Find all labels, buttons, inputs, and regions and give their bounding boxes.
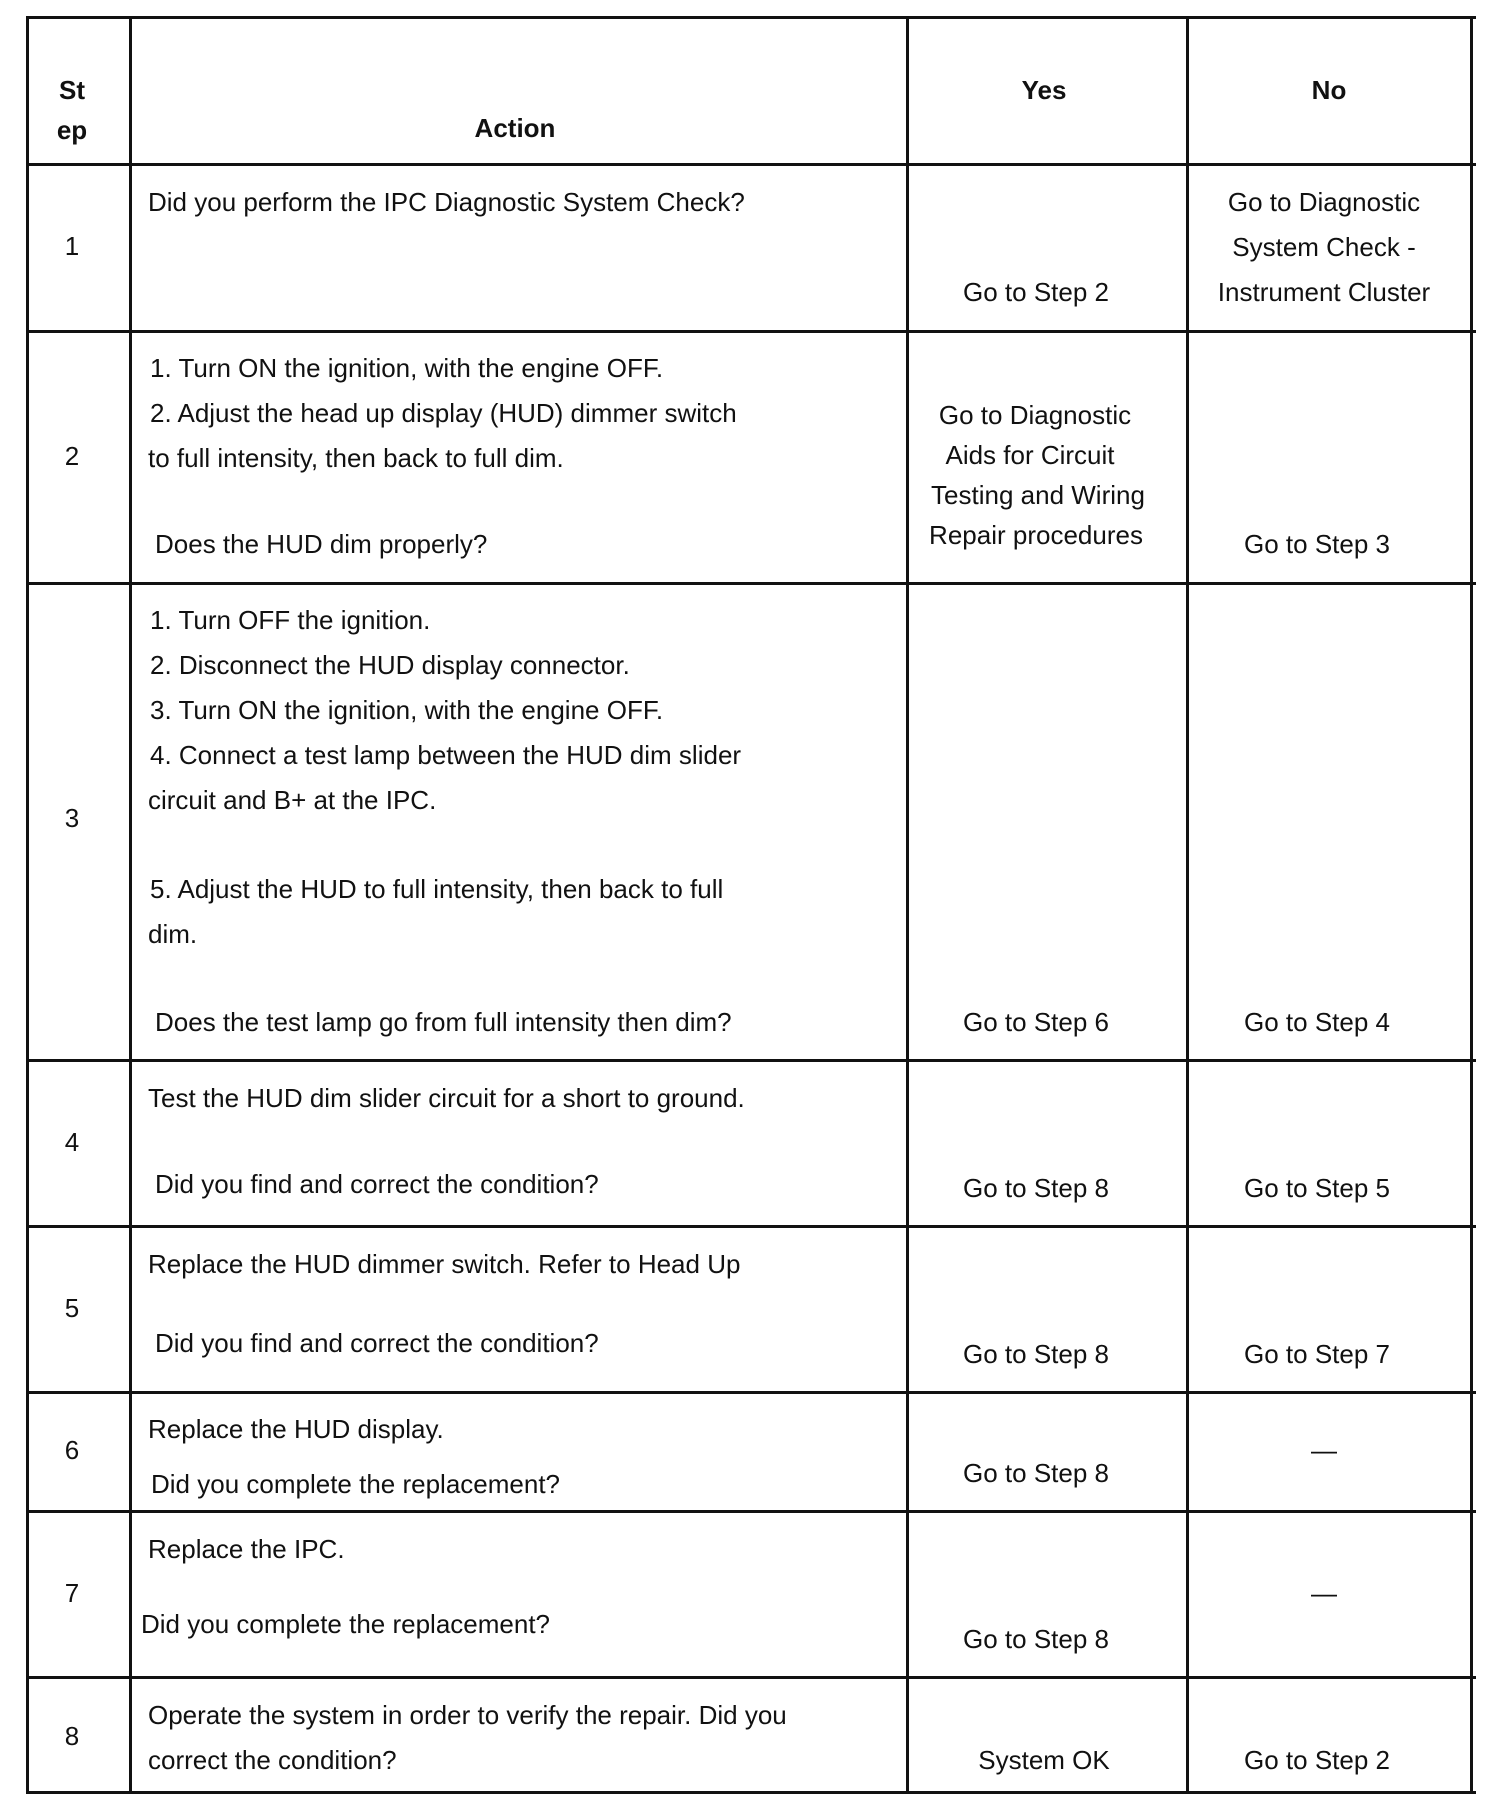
action-text: 2. Disconnect the HUD display connector. xyxy=(150,650,630,680)
step-number: 6 xyxy=(64,1435,80,1465)
header-step xyxy=(57,74,87,146)
yes-result: Go to Step 8 xyxy=(963,1458,1109,1488)
action-text: Did you find and correct the condition? xyxy=(155,1328,599,1358)
header-action: Action xyxy=(474,113,556,143)
yes-result: Go to Diagnostic xyxy=(938,400,1132,430)
row-divider xyxy=(26,582,1476,585)
yes-result: Repair procedures xyxy=(929,520,1143,550)
yes-result: Testing and Wiring xyxy=(931,480,1145,510)
action-text: Does the HUD dim properly? xyxy=(155,529,488,559)
action-text: Did you perform the IPC Diagnostic System Check? xyxy=(148,187,745,217)
step-number: 5 xyxy=(64,1293,80,1323)
row-divider xyxy=(26,1676,1476,1679)
row-divider xyxy=(26,1510,1476,1513)
divider-yes-no xyxy=(1186,16,1189,1794)
action-text: Replace the IPC. xyxy=(148,1534,345,1564)
action-text: Did you complete the replacement? xyxy=(151,1469,561,1499)
no-result: System Check - xyxy=(1232,232,1416,262)
no-result: Go to Step 3 xyxy=(1244,529,1390,559)
row-divider xyxy=(26,330,1476,333)
action-text: 3. Turn ON the ignition, with the engine OFF. xyxy=(150,695,664,725)
yes-result: Go to Step 8 xyxy=(963,1173,1109,1203)
step-number: 7 xyxy=(64,1578,80,1608)
action-text: Did you complete the replacement? xyxy=(141,1609,551,1639)
action-text: Test the HUD dim slider circuit for a short to ground. xyxy=(148,1083,745,1113)
action-text: Replace the HUD display. xyxy=(148,1414,444,1444)
no-result: Instrument Cluster xyxy=(1217,277,1431,307)
divider-action-yes xyxy=(906,16,909,1794)
no-result: — xyxy=(1311,1435,1337,1465)
no-result: Go to Step 2 xyxy=(1244,1745,1390,1775)
border-left xyxy=(26,16,29,1794)
action-text: Does the test lamp go from full intensity then dim? xyxy=(155,1007,732,1037)
yes-result: Go to Step 8 xyxy=(963,1624,1109,1654)
border-bottom xyxy=(26,1791,1476,1794)
step-number: 4 xyxy=(64,1127,80,1157)
yes-result: Go to Step 8 xyxy=(963,1339,1109,1369)
diagnostic-table xyxy=(26,16,1476,1794)
divider-step-action xyxy=(129,16,132,1794)
yes-result: System OK xyxy=(978,1745,1110,1775)
header-yes: Yes xyxy=(1021,75,1067,105)
row-divider xyxy=(26,1225,1476,1228)
border-top xyxy=(26,16,1476,19)
action-text: Did you find and correct the condition? xyxy=(155,1169,599,1199)
action-text: dim. xyxy=(148,919,198,949)
step-number: 1 xyxy=(64,231,80,261)
yes-result: Aids for Circuit xyxy=(945,440,1115,470)
action-text: 5. Adjust the HUD to full intensity, then back to full xyxy=(150,874,724,904)
action-text: Replace the HUD dimmer switch. Refer to Head Up xyxy=(148,1249,741,1279)
action-text: 1. Turn ON the ignition, with the engine OFF. xyxy=(150,353,664,383)
action-text: to full intensity, then back to full dim. xyxy=(148,443,564,473)
header-step-line: ep xyxy=(56,115,88,145)
border-right xyxy=(1470,16,1473,1794)
header-step-line: St xyxy=(59,75,85,105)
row-divider xyxy=(26,163,1476,166)
no-result: Go to Step 7 xyxy=(1244,1339,1390,1369)
action-text: 2. Adjust the head up display (HUD) dimmer switch xyxy=(150,398,737,428)
header-no: No xyxy=(1311,75,1347,105)
row-divider xyxy=(26,1391,1476,1394)
yes-result: Go to Step 2 xyxy=(963,277,1109,307)
action-text: 1. Turn OFF the ignition. xyxy=(150,605,431,635)
step-number: 2 xyxy=(64,441,80,471)
action-text: correct the condition? xyxy=(148,1745,397,1775)
no-result: Go to Step 5 xyxy=(1244,1173,1390,1203)
action-text: 4. Connect a test lamp between the HUD dim slider xyxy=(150,740,742,770)
no-result: Go to Diagnostic xyxy=(1227,187,1421,217)
no-result: — xyxy=(1311,1578,1337,1608)
step-number: 8 xyxy=(64,1721,80,1751)
row-divider xyxy=(26,1059,1476,1062)
action-text: Operate the system in order to verify the repair. Did you xyxy=(148,1700,787,1730)
yes-result: Go to Step 6 xyxy=(963,1007,1109,1037)
step-number: 3 xyxy=(64,803,80,833)
action-text: circuit and B+ at the IPC. xyxy=(148,785,437,815)
no-result: Go to Step 4 xyxy=(1244,1007,1390,1037)
